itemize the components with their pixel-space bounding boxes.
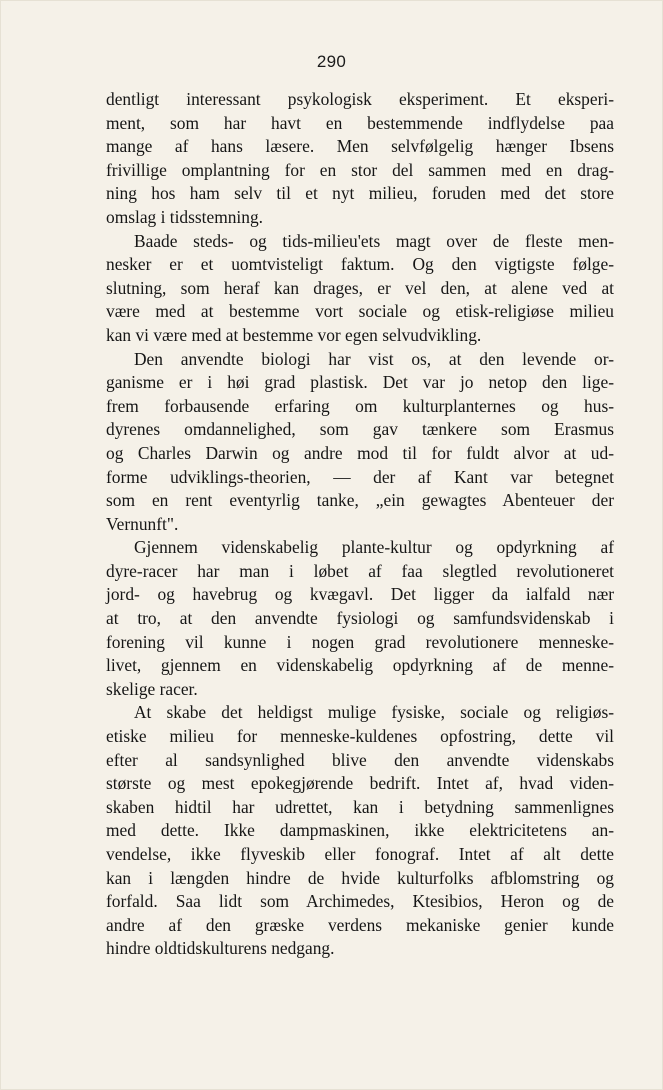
text-line: Baade steds- og tids-milieu'ets magt over de fleste men- <box>134 230 614 251</box>
text-line: vendelse, ikke flyveskib eller fonograf. Intet af alt dette <box>106 844 614 864</box>
text-line: skelige racer. <box>106 678 198 699</box>
text-line: dentligt interessant psykologisk eksperiment. Et eksperi- <box>106 89 614 109</box>
text-line: dyrenes omdannelighed, som gav tænkere som Erasmus <box>106 419 614 440</box>
text-line: slutning, som heraf kan drages, er vel den, at alene ved at <box>106 277 614 298</box>
text-line: omslag i tidsstemning. <box>106 206 263 227</box>
paragraph <box>106 88 614 230</box>
text-line: frem forbausende erfaring om kulturplanternes og hus- <box>106 395 614 416</box>
text-line: kan vi være med at bestemme vor egen selvudvikling. <box>106 324 482 345</box>
text-line: mange af hans læsere. Men selvfølgelig hænger Ibsens <box>106 136 614 157</box>
text-line: At skabe det heldigst mulige fysiske, sociale og religiøs- <box>134 702 614 723</box>
text-line: med dette. Ikke dampmaskinen, ikke elektricitetens an- <box>106 820 614 841</box>
page-number: 290 <box>316 52 347 71</box>
paragraph <box>106 230 614 348</box>
text-line: forening vil kunne i nogen grad revolutionere menneske- <box>106 631 614 652</box>
paragraph <box>106 536 614 701</box>
text-line: ning hos ham selv til et nyt milieu, foruden med det store <box>106 183 614 204</box>
text-line: nesker er et uomtvisteligt faktum. Og den vigtigste følge- <box>106 254 614 275</box>
text-line: kan i længden hindre de hvide kulturfolks afblomstring og <box>106 867 614 888</box>
text-line: dyre-racer har man i løbet af faa slegtled revolutioneret <box>106 560 614 581</box>
text-line: livet, gjennem en videnskabelig opdyrkning af de menne- <box>106 655 614 676</box>
text-line: forme udviklings-theorien, — der af Kant var betegnet <box>106 466 614 487</box>
text-line: efter al sandsynlighed blive den anvendte videnskabs <box>106 749 614 770</box>
text-line: jord- og havebrug og kvægavl. Det ligger da ialfald nær <box>106 584 614 605</box>
text-line: andre af den græske verdens mekaniske genier kunde <box>106 914 614 935</box>
text-line: og Charles Darwin og andre mod til for fuldt alvor at ud- <box>106 442 614 463</box>
text-line: ganisme er i høi grad plastisk. Det var jo netop den lige- <box>106 372 614 393</box>
text-line: etiske milieu for menneske-kuldenes opfostring, dette vil <box>106 726 614 747</box>
text-line: skaben hidtil har udrettet, kan i betydning sammenlignes <box>106 796 614 817</box>
paragraph <box>106 701 614 961</box>
text-line: frivillige omplantning for en stor del sammen med en drag- <box>106 159 614 180</box>
text-line: at tro, at den anvendte fysiologi og samfundsvidenskab i <box>106 608 614 629</box>
text-line: største og mest epokegjørende bedrift. Intet af, hvad viden- <box>106 773 614 794</box>
body-text <box>106 88 614 961</box>
text-line: være med at bestemme vort sociale og etisk-religiøse milieu <box>106 301 614 322</box>
text-line: som en rent eventyrlig tanke, „ein gewagtes Abenteuer der <box>106 490 614 511</box>
text-line: ment, som har havt en bestemmende indflydelse paa <box>106 112 614 133</box>
text-line: Gjennem videnskabelig plante-kultur og opdyrkning af <box>134 537 614 558</box>
text-line: forfald. Saa lidt som Archimedes, Ktesibios, Heron og de <box>106 891 614 912</box>
text-line: Den anvendte biologi har vist os, at den levende or- <box>134 348 614 369</box>
text-line: hindre oldtidskulturens nedgang. <box>106 938 335 959</box>
paragraph <box>106 348 614 537</box>
text-line: Vernunft". <box>106 513 179 534</box>
